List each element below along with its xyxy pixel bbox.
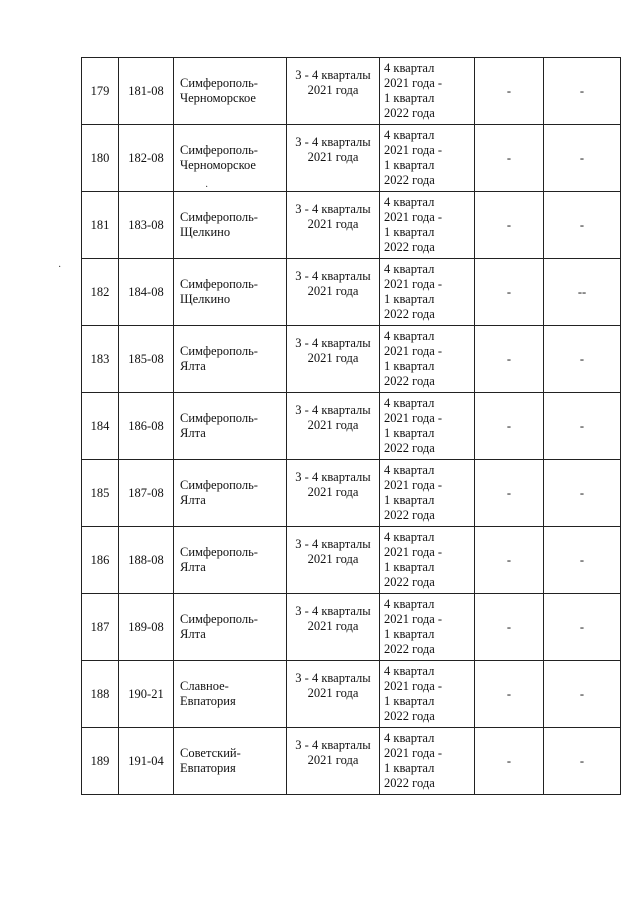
table-row: [82, 259, 621, 326]
start-period-cell: [380, 259, 475, 326]
period-cell-text: 3 - 4 кварталы 2021 года: [295, 403, 371, 432]
table-row: [82, 728, 621, 795]
route-name-cell: [174, 58, 287, 125]
route-code-cell-text: 181-08: [128, 83, 164, 98]
route-code-cell-text: 182-08: [128, 150, 164, 165]
start-period-cell-text: 4 квартал 2021 года - 1 квартал 2022 года: [384, 597, 443, 656]
period-cell: [287, 527, 380, 594]
column-6-cell: [475, 527, 544, 594]
column-6-cell: [475, 661, 544, 728]
start-period-cell-text: 4 квартал 2021 года - 1 квартал 2022 года: [384, 664, 443, 723]
period-cell: [287, 460, 380, 527]
period-cell: [287, 728, 380, 795]
period-cell-text: 3 - 4 кварталы 2021 года: [295, 269, 371, 298]
period-cell-text: 3 - 4 кварталы 2021 года: [295, 738, 371, 767]
start-period-cell-text: 4 квартал 2021 года - 1 квартал 2022 года: [384, 128, 443, 187]
column-6-cell-text: -: [506, 619, 512, 634]
route-code-cell: [119, 594, 174, 661]
column-7-cell: [544, 58, 621, 125]
route-code-cell: [119, 661, 174, 728]
row-number-cell: [82, 393, 119, 460]
column-6-cell-text: -: [506, 686, 512, 701]
period-cell: [287, 594, 380, 661]
route-name-cell-text: Симферополь- Щелкино: [180, 277, 258, 306]
route-code-cell-text: 185-08: [128, 351, 164, 366]
column-7-cell-text: -: [579, 686, 585, 701]
period-cell-text: 3 - 4 кварталы 2021 года: [295, 336, 371, 365]
row-number-cell-text: 183: [90, 351, 110, 366]
row-number-cell: [82, 125, 119, 192]
start-period-cell-text: 4 квартал 2021 года - 1 квартал 2022 года: [384, 463, 443, 522]
row-number-cell-text: 180: [90, 150, 110, 165]
start-period-cell-text: 4 квартал 2021 года - 1 квартал 2022 года: [384, 731, 443, 790]
column-7-cell-text: -: [579, 217, 585, 232]
column-7-cell: [544, 393, 621, 460]
table-row: [82, 125, 621, 192]
route-name-cell: [174, 460, 287, 527]
table-row: [82, 594, 621, 661]
row-number-cell: [82, 58, 119, 125]
route-name-cell: [174, 661, 287, 728]
period-cell: [287, 125, 380, 192]
route-code-cell-text: 187-08: [128, 485, 164, 500]
column-6-cell: [475, 326, 544, 393]
row-number-cell: [82, 661, 119, 728]
column-7-cell: [544, 460, 621, 527]
row-number-cell: [82, 460, 119, 527]
period-cell: [287, 661, 380, 728]
start-period-cell: [380, 326, 475, 393]
column-7-cell: [544, 594, 621, 661]
start-period-cell: [380, 460, 475, 527]
column-7-cell: [544, 125, 621, 192]
row-number-cell: [82, 192, 119, 259]
column-6-cell-text: -: [506, 485, 512, 500]
column-6-cell-text: -: [506, 552, 512, 567]
column-7-cell-text: --: [577, 284, 587, 299]
route-name-cell: [174, 393, 287, 460]
scan-speck: ·: [58, 262, 62, 273]
column-6-cell: [475, 125, 544, 192]
column-6-cell: [475, 460, 544, 527]
route-code-cell-text: 189-08: [128, 619, 164, 634]
start-period-cell: [380, 661, 475, 728]
column-6-cell-text: -: [506, 83, 512, 98]
route-code-cell-text: 188-08: [128, 552, 164, 567]
route-code-cell-text: 190-21: [128, 686, 164, 701]
route-code-cell: [119, 527, 174, 594]
period-cell: [287, 326, 380, 393]
column-7-cell: [544, 728, 621, 795]
column-7-cell: [544, 661, 621, 728]
table-row: [82, 460, 621, 527]
period-cell-text: 3 - 4 кварталы 2021 года: [295, 537, 371, 566]
route-name-cell-text: Симферополь- Ялта: [180, 411, 258, 440]
column-7-cell: [544, 259, 621, 326]
route-name-cell: [174, 326, 287, 393]
route-name-cell: [174, 728, 287, 795]
route-code-cell: [119, 728, 174, 795]
route-name-cell-text: Симферополь- Ялта: [180, 344, 258, 373]
table-row: [82, 58, 621, 125]
start-period-cell-text: 4 квартал 2021 года - 1 квартал 2022 года: [384, 530, 443, 589]
column-6-cell-text: -: [506, 418, 512, 433]
row-number-cell: [82, 527, 119, 594]
column-6-cell: [475, 58, 544, 125]
schedule-table: [81, 57, 621, 795]
start-period-cell: [380, 58, 475, 125]
start-period-cell-text: 4 квартал 2021 года - 1 квартал 2022 года: [384, 329, 443, 388]
start-period-cell-text: 4 квартал 2021 года - 1 квартал 2022 года: [384, 195, 443, 254]
column-7-cell-text: -: [579, 418, 585, 433]
row-number-cell: [82, 728, 119, 795]
column-6-cell-text: -: [506, 351, 512, 366]
column-6-cell-text: -: [506, 284, 512, 299]
column-6-cell-text: -: [506, 753, 512, 768]
start-period-cell: [380, 125, 475, 192]
row-number-cell-text: 188: [90, 686, 110, 701]
column-6-cell-text: -: [506, 150, 512, 165]
route-code-cell: [119, 460, 174, 527]
start-period-cell: [380, 527, 475, 594]
column-7-cell: [544, 326, 621, 393]
column-7-cell: [544, 192, 621, 259]
table-row: [82, 326, 621, 393]
period-cell-text: 3 - 4 кварталы 2021 года: [295, 470, 371, 499]
table-row: [82, 393, 621, 460]
period-cell-text: 3 - 4 кварталы 2021 года: [295, 68, 371, 97]
period-cell-text: 3 - 4 кварталы 2021 года: [295, 135, 371, 164]
row-number-cell-text: 185: [90, 485, 110, 500]
route-code-cell-text: 183-08: [128, 217, 164, 232]
start-period-cell: [380, 594, 475, 661]
period-cell: [287, 259, 380, 326]
row-number-cell-text: 186: [90, 552, 110, 567]
route-name-cell-text: Симферополь- Щелкино: [180, 210, 258, 239]
start-period-cell: [380, 728, 475, 795]
route-name-cell-text: Симферополь- Ялта: [180, 612, 258, 641]
start-period-cell-text: 4 квартал 2021 года - 1 квартал 2022 года: [384, 262, 443, 321]
period-cell: [287, 393, 380, 460]
period-cell: [287, 192, 380, 259]
route-name-cell: [174, 259, 287, 326]
column-7-cell-text: -: [579, 485, 585, 500]
row-number-cell-text: 182: [90, 284, 110, 299]
row-number-cell-text: 184: [90, 418, 110, 433]
column-7-cell-text: -: [579, 619, 585, 634]
scan-speck: ·: [205, 182, 209, 193]
column-6-cell: [475, 393, 544, 460]
column-7-cell-text: -: [579, 552, 585, 567]
start-period-cell-text: 4 квартал 2021 года - 1 квартал 2022 года: [384, 396, 443, 455]
column-6-cell-text: -: [506, 217, 512, 232]
row-number-cell-text: 181: [90, 217, 110, 232]
column-6-cell: [475, 192, 544, 259]
start-period-cell-text: 4 квартал 2021 года - 1 квартал 2022 года: [384, 61, 443, 120]
period-cell-text: 3 - 4 кварталы 2021 года: [295, 202, 371, 231]
table-row: [82, 661, 621, 728]
route-name-cell: [174, 594, 287, 661]
route-code-cell-text: 191-04: [128, 753, 164, 768]
route-code-cell: [119, 393, 174, 460]
row-number-cell: [82, 259, 119, 326]
route-name-cell-text: Симферополь- Ялта: [180, 545, 258, 574]
table-row: [82, 527, 621, 594]
column-7-cell-text: -: [579, 83, 585, 98]
column-7-cell-text: -: [579, 150, 585, 165]
start-period-cell: [380, 393, 475, 460]
column-6-cell: [475, 728, 544, 795]
row-number-cell: [82, 594, 119, 661]
route-name-cell-text: Симферополь- Черноморское: [180, 76, 258, 105]
column-7-cell: [544, 527, 621, 594]
table-row: [82, 192, 621, 259]
period-cell: [287, 58, 380, 125]
route-name-cell: [174, 125, 287, 192]
route-name-cell-text: Симферополь- Ялта: [180, 478, 258, 507]
route-code-cell: [119, 192, 174, 259]
row-number-cell-text: 187: [90, 619, 110, 634]
route-name-cell: [174, 192, 287, 259]
route-code-cell-text: 184-08: [128, 284, 164, 299]
schedule-table-body: [82, 58, 621, 795]
route-code-cell-text: 186-08: [128, 418, 164, 433]
row-number-cell-text: 179: [90, 83, 110, 98]
route-code-cell: [119, 259, 174, 326]
route-name-cell-text: Советский- Евпатория: [180, 746, 241, 775]
route-name-cell: [174, 527, 287, 594]
column-6-cell: [475, 259, 544, 326]
route-code-cell: [119, 125, 174, 192]
period-cell-text: 3 - 4 кварталы 2021 года: [295, 604, 371, 633]
start-period-cell: [380, 192, 475, 259]
column-6-cell: [475, 594, 544, 661]
column-7-cell-text: -: [579, 351, 585, 366]
row-number-cell: [82, 326, 119, 393]
route-code-cell: [119, 326, 174, 393]
column-7-cell-text: -: [579, 753, 585, 768]
route-code-cell: [119, 58, 174, 125]
row-number-cell-text: 189: [90, 753, 110, 768]
route-name-cell-text: Симферополь- Черноморское: [180, 143, 258, 172]
route-name-cell-text: Славное- Евпатория: [180, 679, 236, 708]
period-cell-text: 3 - 4 кварталы 2021 года: [295, 671, 371, 700]
